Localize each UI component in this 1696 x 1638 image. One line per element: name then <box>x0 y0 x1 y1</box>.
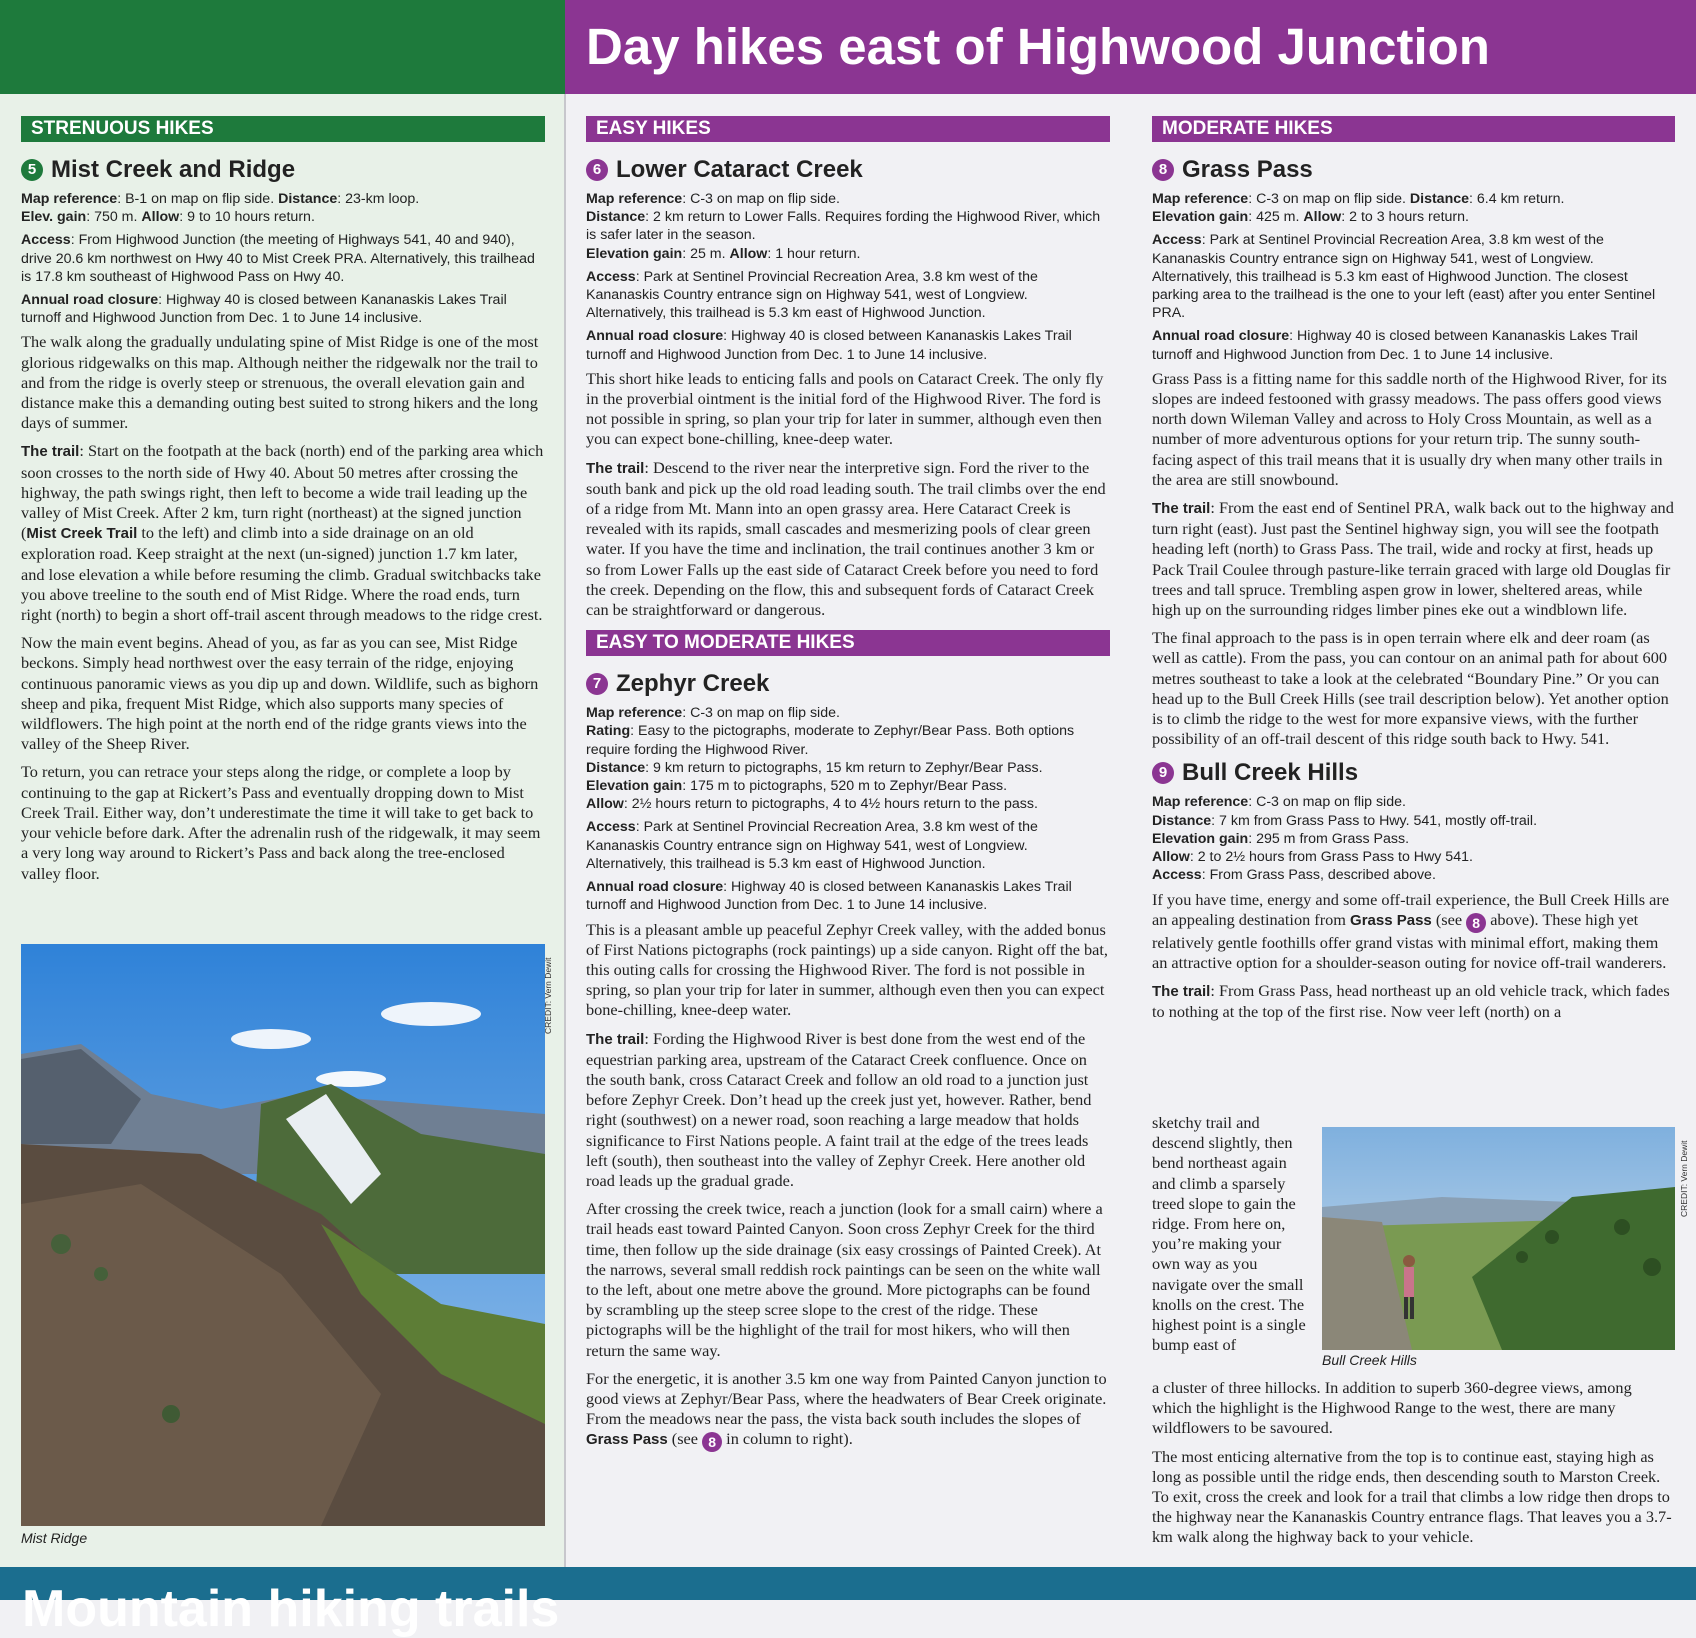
summit-paragraph: a cluster of three hillocks. In addition to superb 360-degree views, among which the highlight is the Highwood Range to the west, there are many wildflowers to be savoured. <box>1152 1378 1632 1438</box>
hike-stats: Map reference: C-3 on map on flip side. Distance: 6.4 km return. Elevation gain: 425 m. Allow: 2 to 3 hours return. <box>1152 191 1565 226</box>
hike-number-badge: 8 <box>1152 159 1174 181</box>
page-title: Day hikes east of Highwood Junction <box>586 18 1490 75</box>
hike-ref-badge: 8 <box>702 1432 722 1452</box>
road-closure-info: Annual road closure: Highway 40 is closed between Kananaskis Lakes Trail turnoff and Highwood Junction from Dec. 1 to June 14 inclusive. <box>1152 328 1638 363</box>
trail-wrap-text: sketchy trail and descend slightly, then bend northeast again and climb a sparsely treed slope to gain the ridge. From here on, you’re making your own way as you navigate over the small knolls on the crest. The highest point is a single bump east of <box>1152 1113 1306 1355</box>
moderate-hikes-column <box>1152 116 1675 1023</box>
section-header-strenuous: STRENUOUS HIKES <box>21 116 545 142</box>
strenuous-hikes-column <box>21 116 545 892</box>
header-green-band <box>0 0 565 94</box>
hike-stats: Map reference: C-3 on map on flip side. Distance: 2 km return to Lower Falls. Requires fording the Highwood River, which is safer later in the season. Elevation gain: 25 m. Allow: 1 hour return. <box>586 191 1101 262</box>
trail-paragraph: The trail: From the east end of Sentinel PRA, walk back out to the highway and turn right (east). Just past the Sentinel highway sign, you will see the footpath heading left (north) to Grass Pass. The trail, wide and rocky at first, heads up Pack Trail Coulee through pasture-like terrain graced with large old Douglas fir trees and tall spruce. Trembling aspen grow in lower, sheltered areas, while high up on the surrounding ridges limber pines eke out a windblown life. <box>1152 498 1674 620</box>
trail-paragraph: The trail: From Grass Pass, head northeast up an old vehicle track, which fades to nothing at the top of the first rise. Now veer left (north) on a <box>1152 981 1670 1022</box>
hike-title-grass-pass <box>1152 156 1675 184</box>
hike-title-text: Mist Creek and Ridge <box>51 156 296 183</box>
mist-ridge-photo <box>21 944 545 1526</box>
hike-number-badge: 7 <box>586 673 608 695</box>
footer-band <box>0 1567 1696 1638</box>
return-paragraph: To return, you can retrace your steps along the ridge, or complete a loop by continuing to the gap at Rickert’s Pass and eventually dropping down to Mist Creek Trail. Either way, don’t underestimate the time it will take to get back to your vehicle before dark. After the adrenalin rush of the ridgewalk, it may seem a very long way around to Rickert’s Pass and back along the tree-enclosed valley floor. <box>21 762 541 883</box>
hike-title-mist-creek <box>21 156 545 184</box>
hike-number-badge: 5 <box>21 159 43 181</box>
ridge-paragraph: Now the main event begins. Ahead of you, as far as you can see, Mist Ridge beckons. Simply head northwest over the easy terrain of the ridge, enjoying continuous panoramic views as you dip up and down. Wildlife, such as bighorn sheep and pika, frequent Mist Ridge, which also supports many species of wildflowers. The high point at the north end of the ridge grants views into the valley of the Sheep River. <box>21 633 539 754</box>
photo-credit-left: CREDIT: Vern Dewit <box>543 957 553 1034</box>
section-header-easy: EASY HIKES <box>586 116 1110 142</box>
section-header-moderate: MODERATE HIKES <box>1152 116 1675 142</box>
intro-paragraph: Grass Pass is a fitting name for this saddle north of the Highwood River, for its slopes are indeed festooned with grassy meadows. The pass offers good views north down Wileman Valley and across to Holy Cross Mountain, as well as a number of more adventurous options for your return trip. The sunny south-facing aspect of this trail means that it is usually dry when many other trails in the area are still snowbound. <box>1152 368 1667 489</box>
trail-paragraph: The trail: Fording the Highwood River is best done from the west end of the equestrian parking area, upstream of the Cataract Creek confluence. Once on the south bank, cross Cataract Creek and follow an old road to a junction just before Zephyr Creek. Don’t head up the creek just yet, however. Rather, bend right (southwest) on a newer road, soon reaching a large meadow that holds significance to First Nations people. A faint trail at the edge of the trees leads left (south), then southeast into the valley of Zephyr Creek. Here another old road leads up the gradual grade. <box>586 1028 1092 1190</box>
intro-paragraph: This is a pleasant amble up peaceful Zephyr Creek valley, with the added bonus of First Nations pictographs (rock paintings) up a side canyon. Right off the bat, this outing calls for crossing the Highwood River. The ford is not possible in spring, so plan your trip for later in summer, although even then you can expect bone-chilling, knee-deep water. <box>586 919 1108 1020</box>
access-info: Access: Park at Sentinel Provincial Recreation Area, 3.8 km west of the Kananaskis Country entrance sign on Highway 541, west of Longview. Alternatively, this trailhead is 5.3 km east of Highwood Junction. <box>586 268 1038 322</box>
bull-creek-hills-photo <box>1322 1127 1675 1350</box>
intro-paragraph: This short hike leads to enticing falls and pools on Cataract Creek. The only fly in the proverbial ointment is the initial ford of the Highwood River. The ford is not possible in spring, so plan your trip for later in summer, although even then you can expect bone-chilling, knee-deep water. <box>586 368 1104 449</box>
hike-title-text: Grass Pass <box>1182 156 1313 183</box>
column-divider <box>564 94 566 1567</box>
hike-number-badge: 9 <box>1152 762 1174 784</box>
trail-paragraph: The trail: Start on the footpath at the back (north) end of the parking area which soon crosses to the north side of Hwy 40. About 50 metres after crossing the highway, the path swings right, then left to become a wide trail leading up the valley of Mist Creek. After 2 km, turn right (northeast) at the signed junction (Mist Creek Trail to the left) and climb into a side drainage on an old exploration road. Keep straight at the next (un-signed) junction 1.7 km later, and lose elevation a while before resuming the climb. Gradual switchbacks take you above treeline to the south end of Mist Ridge. Where the road ends, turn right (north) to begin a short off-trail ascent through meadows to the ridge crest. <box>21 441 544 625</box>
road-closure-info: Annual road closure: Highway 40 is closed between Kananaskis Lakes Trail turnoff and Highwood Junction from Dec. 1 to June 14 inclusive. <box>586 328 1072 363</box>
energetic-paragraph: For the energetic, it is another 3.5 km one way from Painted Canyon junction to good views at Zephyr/Bear Pass, where the headwaters of Bear Creek originate. From the meadows near the pass, the vista back south includes the slopes of Grass Pass (see 8 in column to right). <box>586 1369 1110 1453</box>
hike-title-text: Lower Cataract Creek <box>616 156 863 183</box>
hike-title-bull-creek-hills <box>1152 759 1675 787</box>
photo-credit-right: CREDIT: Vern Dewit <box>1679 1140 1689 1217</box>
hike-title-text: Bull Creek Hills <box>1182 759 1359 787</box>
pictographs-paragraph: After crossing the creek twice, reach a junction (look for a small cairn) where a trail heads east toward Painted Canyon. Soon cross Zephyr Creek for the third time, then follow up the side drainage (six easy crossings of Painted Creek). At the narrows, several small reddish rock paintings can be seen on the white wall to the left, about one metre above the ground. More pictographs can be found by scrambling up the steep scree slope to the crest of the ridge. These pictographs will be the highlight of the trail for most hikers, who will then return the same way. <box>586 1199 1103 1360</box>
footer-title: Mountain hiking trails <box>22 1580 560 1638</box>
trail-paragraph: The trail: Descend to the river near the interpretive sign. Ford the river to the south bank and pick up the old road leading south. The trail climbs over the end of a ridge from Mt. Mann into an open grassy area. Here Cataract Creek is revealed with its rapids, small cascades and mesmerizing pools of clear green water. If you have the time and inclination, the trail continues another 3 km or so from Lower Falls up the east side of Cataract Creek before you need to ford the creek. Depending on the flow, this and subsequent fords of Cataract Creek can be straightforward or dangerous. <box>586 457 1106 620</box>
hike-stats: Map reference: C-3 on map on flip side. Rating: Easy to the pictographs, moderate to Zephyr/Bear Pass. Both options require fording the Highwood River. Distance: 9 km return to pictographs, 15 km return to Zephyr/Bear Pass. Elevation gain: 175 m to pictographs, 520 m to Zephyr/Bear Pass. Allow: 2½ hours return to pictographs, 4 to 4½ hours return to the pass. <box>586 705 1075 813</box>
bull-creek-continued <box>1152 1378 1675 1556</box>
hike-ref-badge: 8 <box>1466 913 1486 933</box>
approach-paragraph: The final approach to the pass is in open terrain where elk and deer roam (as well as cattle). From the pass, you can contour on an animal path for about 600 metres southeast to take a look at the celebrated “Boundary Pine.” Or you can head up to the Bull Creek Hills (see trail description below). Yet another option is to climb the ridge to the west for more expansive views, with the further possibility of an off-trail descent of this ridge south back to Hwy. 541. <box>1152 628 1669 749</box>
hike-title-lower-cataract <box>586 156 1110 184</box>
hike-title-text: Zephyr Creek <box>616 670 770 698</box>
access-info: Access: From Highwood Junction (the meeting of Highways 541, 40 and 940), drive 20.6 km northwest on Hwy 40 to Mist Creek PRA. Alternatively, this trailhead is 17.8 km southeast of Highwood Pass on Hwy 40. <box>21 232 535 285</box>
photo-caption-bull-creek-hills: Bull Creek Hills <box>1322 1352 1417 1368</box>
road-closure-info: Annual road closure: Highway 40 is closed between Kananaskis Lakes Trail turnoff and Highwood Junction from Dec. 1 to June 14 inclusive. <box>21 292 507 327</box>
easy-hikes-column <box>586 116 1110 1460</box>
exit-paragraph: The most enticing alternative from the top is to continue east, staying high as long as possible until the ridge ends, then descending south to Marston Creek. To exit, cross the creek and look for a trail that climbs a low ridge then drops to the highway near the Kananaskis Country entrance flags. That leaves you a 3.7-km walk along the highway back to your vehicle. <box>1152 1446 1672 1547</box>
hike-stats: Map reference: B-1 on map on flip side. Distance: 23-km loop. Elev. gain: 750 m. Allow: 9 to 10 hours return. <box>21 191 420 226</box>
intro-paragraph: The walk along the gradually undulating spine of Mist Ridge is one of the most glorious ridgewalks on this map. Although neither the ridgewalk nor the trail to and from the ridge is overly steep or strenuous, the overall elevation gain and distance make this a demanding outing best suited to strong hikers and the long days of summer. <box>21 332 539 433</box>
road-closure-info: Annual road closure: Highway 40 is closed between Kananaskis Lakes Trail turnoff and Highwood Junction from Dec. 1 to June 14 inclusive. <box>586 879 1072 914</box>
access-info: Access: Park at Sentinel Provincial Recreation Area, 3.8 km west of the Kananaskis Country entrance sign on Highway 541, west of Longview. Alternatively, this trailhead is 5.3 km east of Highwood Junction. <box>586 819 1038 872</box>
photo-caption-mist-ridge: Mist Ridge <box>21 1530 88 1546</box>
access-info: Access: Park at Sentinel Provincial Recreation Area, 3.8 km west of the Kananaskis Country entrance sign on Highway 541, west of Longview. Alternatively, this trailhead is 5.3 km east of Highwood Junction. The closest parking area to the trailhead is the one to your left (east) after you enter Sentinel PRA. <box>1152 232 1656 322</box>
hike-stats: Map reference: C-3 on map on flip side. Distance: 7 km from Grass Pass to Hwy. 541, mostly off-trail. Elevation gain: 295 m from Grass Pass. Allow: 2 to 2½ hours from Grass Pass to Hwy 541. Access: From Grass Pass, described above. <box>1152 794 1538 884</box>
section-header-easy-to-moderate: EASY TO MODERATE HIKES <box>586 630 1110 656</box>
intro-paragraph: If you have time, energy and some off-trail experience, the Bull Creek Hills are an appealing destination from Grass Pass (see 8 above). These high yet relatively gentle foothills offer grand vistas with minimal effort, making them an attractive option for a shoulder-season outing for novice off-trail wanderers. <box>1152 889 1670 972</box>
hike-title-zephyr-creek <box>586 670 1110 698</box>
hike-number-badge: 6 <box>586 159 608 181</box>
